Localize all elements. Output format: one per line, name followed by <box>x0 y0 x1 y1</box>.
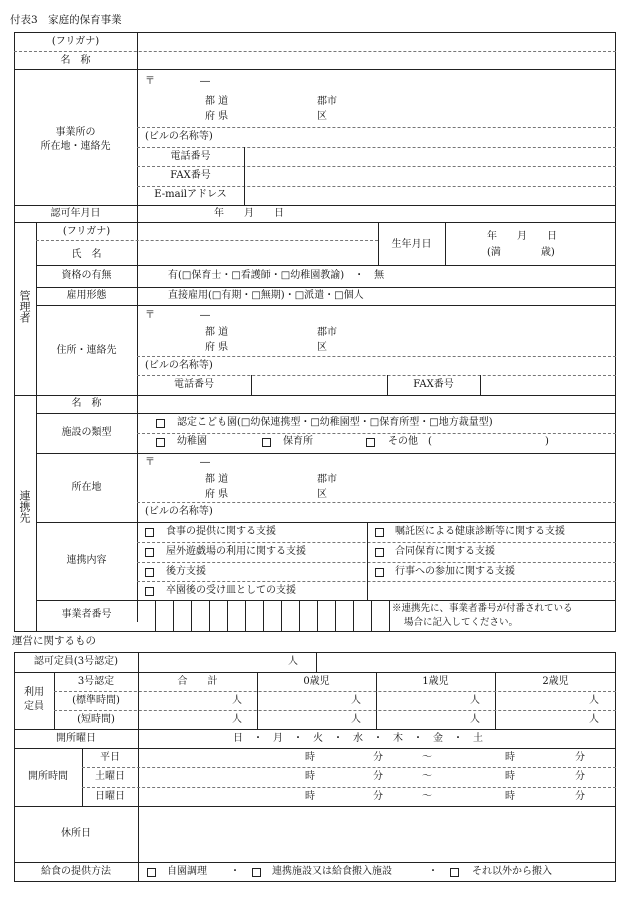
weekdays-list: 日 ・ 月 ・ 火 ・ 水 ・ 木 ・ 金 ・ 土 <box>233 733 483 744</box>
usage-label: 利用 <box>24 687 44 698</box>
coop-playground-checkbox[interactable] <box>145 548 154 557</box>
manager-name-label: 氏 名 <box>71 249 102 260</box>
age2-header: 2歳児 <box>542 676 569 687</box>
facility-other-checkbox[interactable] <box>366 438 375 447</box>
short-time-label: (短時間) <box>77 714 115 725</box>
facility-nintei-checkbox[interactable] <box>156 419 165 428</box>
birth-age: (満 歳) <box>487 247 555 258</box>
open-hours-label: 開所時間 <box>28 771 68 782</box>
facility-type-row1: 認定こども園(□幼保連携型・□幼稚園型・□保育所型・□地方裁量型) <box>177 417 493 428</box>
type3-label: 3号認定 <box>77 676 115 687</box>
tel-label: 電話番号 <box>170 151 211 162</box>
approval-date-label: 認可年月日 <box>50 208 101 219</box>
operator-number-label: 事業者番号 <box>61 609 112 620</box>
meal-partner-checkbox[interactable] <box>252 868 261 877</box>
manager-address-label: 住所・連絡先 <box>56 345 117 356</box>
office-address-label: 事業所の <box>55 127 96 138</box>
manager-furigana-label: (フリガナ) <box>62 226 111 237</box>
manager-tel-label: 電話番号 <box>174 379 214 390</box>
cooperation-label: 連携内容 <box>66 555 107 566</box>
standard-time-label: (標準時間) <box>72 695 120 706</box>
birth-label: 生年月日 <box>391 239 432 250</box>
coop-backup-checkbox[interactable] <box>145 568 154 577</box>
capacity-label: 認可定員(3号認定) <box>33 656 119 667</box>
saturday-label: 土曜日 <box>95 771 125 782</box>
meal-other-checkbox[interactable] <box>450 868 459 877</box>
employment-value: 直接雇用(□有期・□無期)・□派遣・□個人 <box>168 290 364 301</box>
closed-days-label: 休所日 <box>61 828 91 839</box>
total-header: 合 計 <box>177 676 218 687</box>
email-label: E-mailアドレス <box>154 189 227 200</box>
age1-header: 1歳児 <box>422 676 449 687</box>
office-address-label-2: 所在地・連絡先 <box>40 141 111 152</box>
coop-joint-checkbox[interactable] <box>375 548 384 557</box>
qualification-value: 有(□保育士・□看護師・□幼稚園教諭) ・ 無 <box>168 270 385 281</box>
partner-label: 連携先 <box>18 490 31 523</box>
facility-nursery-checkbox[interactable] <box>262 438 271 447</box>
coop-event-checkbox[interactable] <box>375 568 384 577</box>
operator-note-1: ※連携先に、事業者番号が付番されている <box>392 603 573 614</box>
building-label: (ビルの名称等) <box>145 131 213 142</box>
approval-date-ymd: 年 月 日 <box>214 208 284 219</box>
postal-mark: 〒 <box>145 76 155 87</box>
form-title: 付表3 家庭的保育事業 <box>10 14 122 26</box>
facility-kindergarten-checkbox[interactable] <box>156 438 165 447</box>
meal-self-checkbox[interactable] <box>147 868 156 877</box>
section2-title: 運営に関するもの <box>12 635 96 647</box>
meal-method-label: 給食の提供方法 <box>41 866 111 877</box>
birth-ymd: 年 月 日 <box>487 231 557 242</box>
age0-header: 0歳児 <box>303 676 330 687</box>
capacity-unit: 人 <box>288 656 298 667</box>
manager-fax-label: FAX番号 <box>413 379 454 390</box>
usage-label-2: 定員 <box>24 701 44 712</box>
office-furigana-label: (フリガナ) <box>51 36 100 47</box>
coop-health-checkbox[interactable] <box>375 528 384 537</box>
office-name-label: 名 称 <box>60 55 91 66</box>
employment-label: 雇用形態 <box>66 290 107 301</box>
qualification-label: 資格の有無 <box>61 270 112 281</box>
coop-meal-checkbox[interactable] <box>145 528 154 537</box>
weekday-label: 平日 <box>100 752 120 763</box>
sunday-label: 日曜日 <box>95 791 125 802</box>
coop-graduate-checkbox[interactable] <box>145 587 154 596</box>
partner-name-label: 名 称 <box>71 398 102 409</box>
operator-note-2: 場合に記入してください。 <box>404 617 519 628</box>
manager-label: 管理者 <box>18 290 31 323</box>
open-days-label: 開所曜日 <box>56 733 96 744</box>
fax-label: FAX番号 <box>170 170 211 181</box>
location-label: 所在地 <box>71 482 102 493</box>
facility-type-label: 施設の類型 <box>61 427 112 438</box>
